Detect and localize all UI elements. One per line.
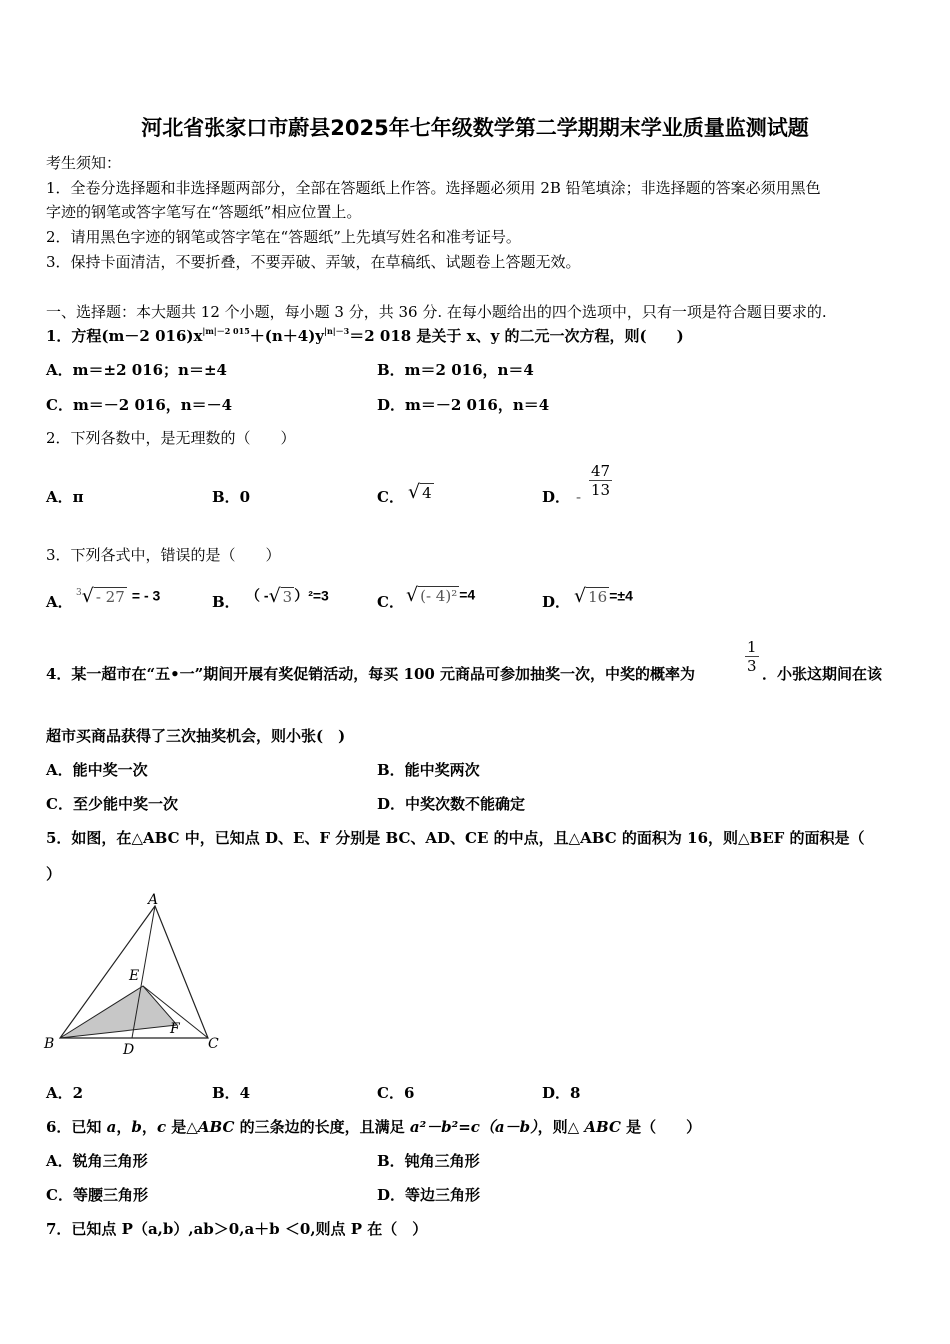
q6-p3: 的三条边的长度，且满足: [234, 1118, 410, 1136]
notice-line-3: 3．保持卡面清洁，不要折叠，不要弄破、弄皱，在草稿纸、试题卷上答题无效。: [46, 253, 581, 271]
q5-option-d[interactable]: D．8: [542, 1084, 581, 1102]
triangle-bef-shaded: [60, 986, 177, 1038]
q3-option-c[interactable]: C．: [377, 593, 404, 611]
notice-line-1a: 1．全卷分选择题和非选择题两部分，全部在答题纸上作答。选择题必须用 2B 铅笔填涂；非选择题的答案必须用黑色: [46, 179, 821, 197]
q2-option-a[interactable]: A．π: [46, 488, 84, 506]
q3-a-result: = - 3: [131, 587, 161, 604]
q6-p1: 6．已知: [46, 1118, 107, 1136]
q2-c-radicand: 4: [422, 484, 432, 502]
label-b: B: [44, 1036, 55, 1052]
q5-stem-line1: 5．如图，在△ABC 中，已知点 D、E、F 分别是 BC、AD、CE 的中点，且△ABC 的面积为 16，则△BEF 的面积是（: [46, 829, 865, 847]
q6-option-c[interactable]: C．等腰三角形: [46, 1186, 148, 1204]
q3-stem: 3．下列各式中，错误的是（ ）: [46, 546, 281, 564]
q4-stem-line2: 超市买商品获得了三次抽奖机会，则小张( ): [46, 727, 346, 745]
q2-option-b[interactable]: B．0: [212, 488, 251, 506]
q3-a-radicand: - 27: [95, 588, 125, 606]
q5-option-a[interactable]: A．2: [46, 1084, 84, 1102]
q6-abc2: ABC: [584, 1118, 621, 1136]
q6-a: a: [106, 1118, 117, 1136]
radical-icon: √: [408, 481, 421, 503]
q4-option-c[interactable]: C．至少能中奖一次: [46, 795, 178, 813]
q2-d-numerator: 47: [591, 462, 611, 480]
q4-option-b[interactable]: B．能中奖两次: [377, 761, 480, 779]
q6-option-a[interactable]: A．锐角三角形: [46, 1152, 148, 1170]
q1-stem-pre: 1．方程(m－2 016)x: [46, 327, 203, 345]
q3-b-pre: （ -: [246, 587, 269, 604]
q3-a-expression: [76, 585, 160, 607]
q3-b-post: ）²=3: [294, 587, 329, 604]
q2-stem: 2．下列各数中，是无理数的（ ）: [46, 429, 296, 447]
q7-stem: 7．已知点 P（a,b）,ab＞0,a＋b ＜0,则点 P 在（ ）: [46, 1220, 428, 1238]
radical-icon: √: [81, 585, 94, 607]
q2-option-d[interactable]: D．: [542, 488, 571, 506]
triangle-figure: [40, 888, 230, 1060]
q5-option-c[interactable]: C．6: [377, 1084, 415, 1102]
q1-stem-mid: ＋(n＋4)y: [249, 327, 325, 345]
q6-equation: a²－b²=c（a－b）: [409, 1118, 538, 1136]
q4-option-d[interactable]: D．中奖次数不能确定: [377, 795, 526, 813]
q4-denominator: 3: [747, 657, 757, 675]
notice-line-2: 2．请用黑色字迹的钢笔或答字笔在“答题纸”上先填写姓名和准考证号。: [46, 228, 521, 246]
q2-d-denominator: 13: [591, 481, 611, 499]
q3-b-radicand: 3: [282, 588, 293, 606]
q3-option-d[interactable]: D．: [542, 593, 571, 611]
q2-option-c[interactable]: C．: [377, 488, 404, 506]
q3-d-post: =±4: [609, 587, 633, 604]
q6-c1: ，: [116, 1118, 132, 1136]
notice-heading: 考生须知：: [46, 154, 122, 172]
page-title: 河北省张家口市蔚县2025年七年级数学第二学期期末学业质量监测试题: [141, 116, 809, 140]
q6-option-b[interactable]: B．钝角三角形: [377, 1152, 480, 1170]
q3-c-expression: [406, 584, 475, 606]
q4-probability-fraction: [745, 638, 759, 675]
label-a: A: [148, 892, 159, 908]
section-heading: 一、选择题：本大题共 12 个小题，每小题 3 分，共 36 分. 在每小题给出的四个选项中，只有一项是符合题目要求的.: [46, 303, 827, 321]
notice-line-1b: 字迹的钢笔或答字笔写在“答题纸”相应位置上。: [46, 203, 362, 221]
q6-p2: 是△: [166, 1118, 198, 1136]
q1-option-a[interactable]: A．m＝±2 016；n＝±4: [46, 361, 227, 379]
q1-option-b[interactable]: B．m＝2 016，n＝4: [377, 361, 534, 379]
q3-c-post: =4: [459, 586, 476, 603]
q4-option-a[interactable]: A．能中奖一次: [46, 761, 148, 779]
q5-option-b[interactable]: B．4: [212, 1084, 251, 1102]
q3-c-radicand: (- 4)²: [420, 587, 458, 605]
q4-numerator: 1: [747, 638, 757, 656]
radical-icon: √: [574, 585, 587, 607]
q6-c2: ，: [141, 1118, 157, 1136]
q3-option-a[interactable]: A．: [46, 593, 73, 611]
label-f: F: [170, 1021, 180, 1037]
q4-stem-pre: 4．某一超市在“五•一”期间开展有奖促销活动，每买 100 元商品可参加抽奖一次，中奖的概率为: [46, 665, 696, 683]
q2-d-sign: -: [576, 488, 582, 506]
q3-d-expression: [574, 585, 633, 607]
q6-stem: [46, 1117, 701, 1137]
q1-option-d[interactable]: D．m＝－2 016，n＝4: [377, 396, 550, 414]
q3-option-b[interactable]: B．: [212, 593, 240, 611]
q6-c: c: [156, 1118, 167, 1136]
q3-a-root-index: 3: [76, 587, 82, 598]
label-e: E: [129, 968, 140, 984]
q1-stem: [46, 326, 684, 348]
label-d: D: [123, 1042, 135, 1058]
q1-exponent-y: |n|－3: [324, 326, 350, 336]
q6-option-d[interactable]: D．等边三角形: [377, 1186, 481, 1204]
q6-p5: 是（ ）: [620, 1118, 702, 1136]
q3-d-radicand: 16: [588, 588, 608, 606]
q4-stem-post: ．小张这期间在该: [762, 665, 883, 683]
q6-p4: ，则△: [537, 1118, 585, 1136]
q1-option-c[interactable]: C．m＝－2 016，n＝－4: [46, 396, 233, 414]
q6-b: b: [131, 1118, 142, 1136]
q4-stem-line1: [46, 664, 695, 684]
q2-d-fraction: [589, 462, 612, 499]
q6-abc: ABC: [197, 1118, 235, 1136]
label-c: C: [208, 1036, 219, 1052]
radical-icon: √: [406, 584, 419, 606]
q1-exponent-x: |m|－2 015: [202, 326, 250, 336]
radical-icon: √: [268, 585, 281, 607]
q2-option-c-radical: [408, 481, 434, 503]
q5-stem-line2: ）: [46, 865, 62, 883]
q1-stem-post: ＝2 018 是关于 x、y 的二元一次方程，则( ): [349, 327, 684, 345]
q3-b-expression: [246, 585, 329, 607]
